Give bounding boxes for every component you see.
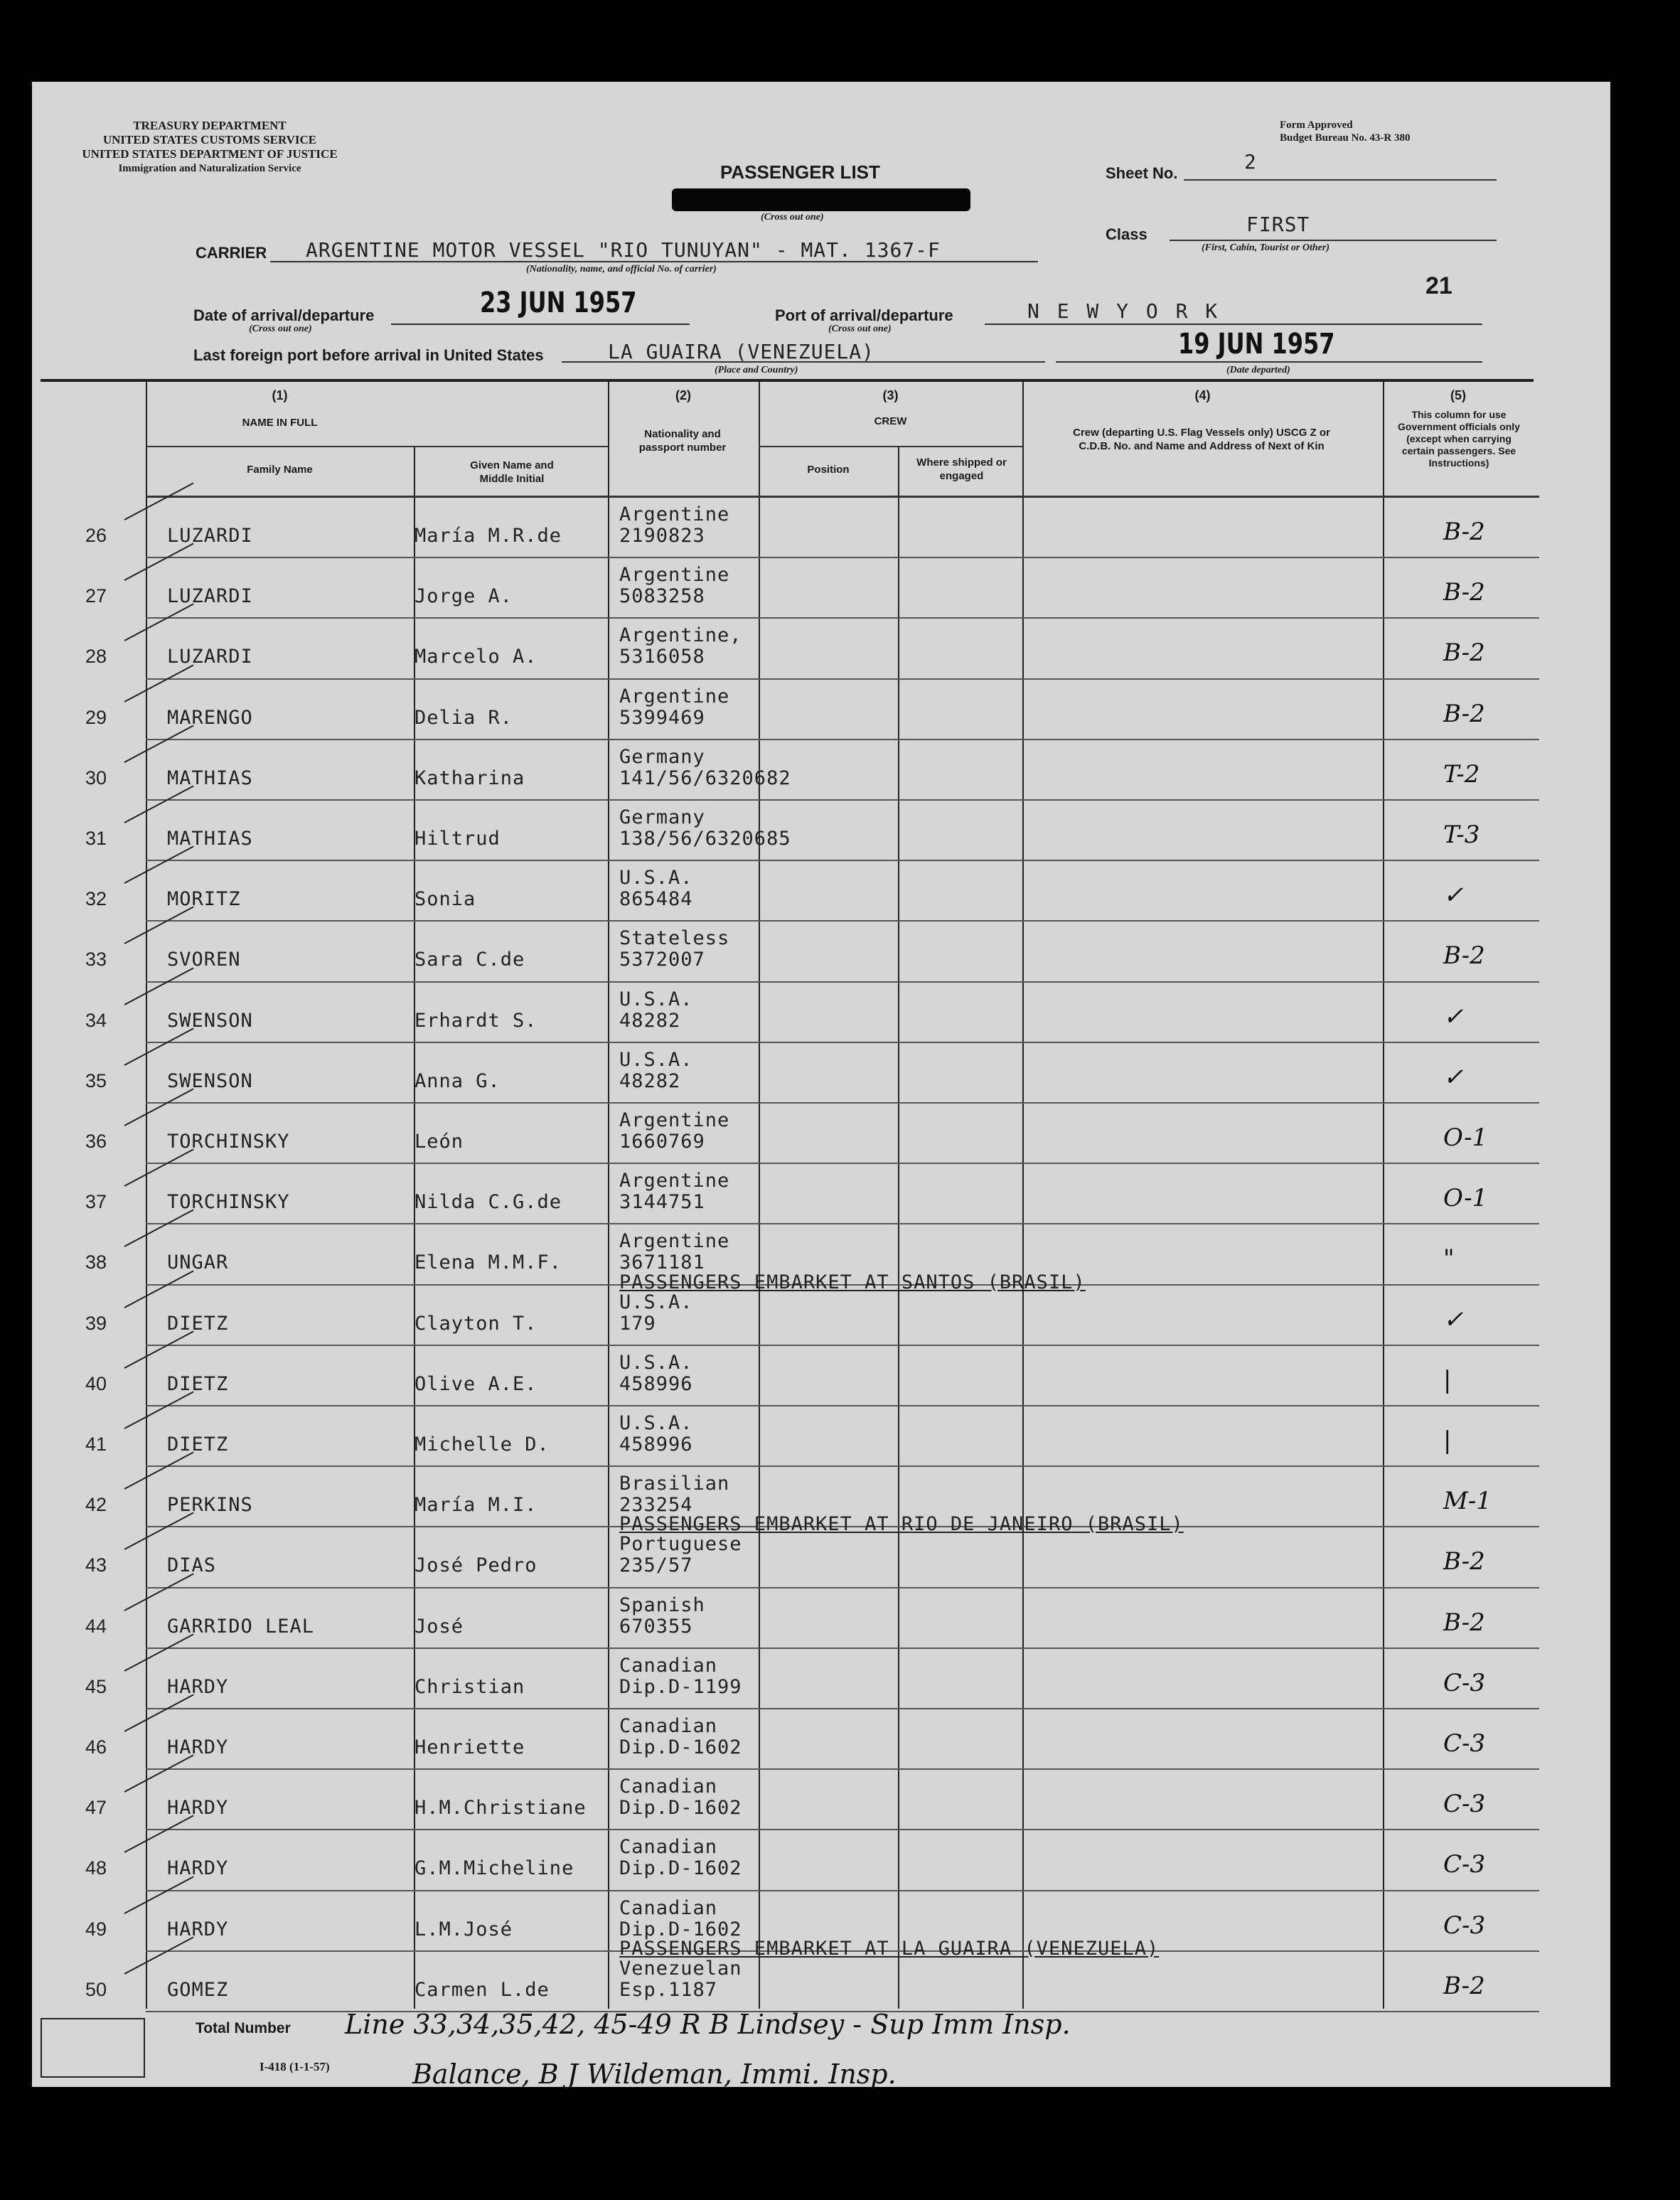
official-mark: B-2: [1443, 639, 1485, 668]
row-rule: [146, 1648, 1539, 1649]
date-label: Date of arrival/departure: [193, 306, 375, 324]
passport-number: 865484: [619, 888, 693, 911]
official-mark: B-2: [1443, 1547, 1485, 1576]
family-name: LUZARDI: [167, 646, 253, 668]
nationality: Argentine: [619, 685, 730, 707]
official-mark: B-2: [1443, 578, 1485, 607]
col-divider-crew: [759, 380, 760, 2009]
given-name: G.M.Micheline: [414, 1857, 574, 1880]
document-page: [32, 82, 1610, 2090]
given-name: Nilda C.G.de: [414, 1191, 562, 1214]
col2-number: (2): [675, 388, 691, 402]
check-slash-mark: [124, 967, 194, 1005]
family-name: MARENGO: [167, 706, 253, 729]
subhead-rule-name: [146, 446, 608, 447]
nationality: Spanish: [619, 1593, 705, 1616]
official-mark: O-1: [1443, 1184, 1488, 1213]
nationality: Argentine: [619, 564, 730, 587]
given-name: Carmen L.de: [414, 1978, 550, 2001]
check-slash-mark: [124, 1027, 194, 1065]
agency-line: UNITED STATES DEPARTMENT OF JUSTICE: [82, 147, 338, 161]
passport-number: 179: [619, 1312, 656, 1335]
family-name: MATHIAS: [167, 828, 253, 850]
nationality: Germany: [619, 806, 705, 828]
passport-number: 138/56/6320685: [619, 828, 791, 850]
passport-number: 670355: [619, 1615, 693, 1638]
col-divider-shipped: [898, 446, 899, 2009]
nationality: U.S.A.: [619, 867, 693, 890]
given-name: Delia R.: [414, 706, 513, 729]
family-name: HARDY: [167, 1736, 229, 1758]
crew-header: CREW: [874, 415, 907, 427]
row-rule: [146, 799, 1539, 801]
official-use-header: This column for use Government officials only (except when carrying certain passengers. See Instructions): [1398, 409, 1520, 469]
row-rule: [146, 557, 1539, 558]
family-name: SWENSON: [167, 1009, 253, 1032]
row-number: 36: [85, 1131, 107, 1152]
passport-number: 235/57: [619, 1554, 693, 1577]
row-rule: [146, 981, 1539, 983]
page-title: PASSENGER LIST: [720, 161, 880, 183]
class-label: Class: [1106, 225, 1147, 243]
given-name: León: [414, 1131, 464, 1153]
official-mark: B-2: [1443, 699, 1485, 728]
row-number: 43: [85, 1554, 107, 1576]
family-name: DIAS: [167, 1554, 217, 1577]
family-name: HARDY: [167, 1918, 229, 1940]
nationality: Canadian: [619, 1654, 718, 1677]
given-name-header: Given Name and Middle Initial: [470, 459, 554, 485]
budget-bureau-line: Budget Bureau No. 43-R 380: [1280, 132, 1411, 144]
family-name: GOMEZ: [167, 1978, 229, 2001]
shipped-header: Where shipped or engaged: [916, 456, 1007, 482]
passport-number: 5316058: [619, 646, 705, 668]
nationality: Canadian: [619, 1896, 718, 1919]
check-slash-mark: [124, 1512, 194, 1550]
row-number: 31: [85, 828, 107, 849]
passport-number: Dip.D-1602: [619, 1736, 742, 1758]
row-number: 28: [85, 646, 107, 668]
nationality: Argentine: [619, 1170, 730, 1192]
official-mark: B-2: [1443, 941, 1485, 971]
col5-number: (5): [1450, 388, 1466, 402]
row-rule: [146, 1768, 1539, 1770]
row-number: 50: [85, 1978, 107, 2000]
redaction-bar: [672, 188, 970, 211]
passport-number: Dip.D-1602: [619, 1857, 742, 1880]
row-number: 38: [85, 1251, 107, 1273]
nationality: U.S.A.: [619, 1412, 693, 1434]
passport-number: 48282: [619, 1069, 681, 1092]
official-mark: ": [1443, 1244, 1455, 1273]
subhead-rule-crew: [759, 446, 1022, 447]
given-name: Olive A.E.: [414, 1372, 537, 1395]
check-slash-mark: [124, 1876, 194, 1913]
given-name: Hiltrud: [414, 828, 501, 850]
row-rule: [146, 1587, 1539, 1588]
check-slash-mark: [124, 725, 194, 762]
family-name: DIETZ: [167, 1433, 229, 1456]
embark-note: PASSENGERS EMBARKET AT RIO DE JANEIRO (BRASIL): [619, 1513, 1184, 1536]
check-slash-mark: [124, 1149, 194, 1187]
embark-note: PASSENGERS EMBARKET AT LA GUAIRA (VENEZUELA): [619, 1937, 1160, 1960]
date-hint: (Cross out one): [249, 324, 312, 334]
passport-number: 5083258: [619, 585, 705, 608]
official-mark: C-3: [1443, 1790, 1486, 1819]
row-number: 47: [85, 1797, 107, 1819]
check-slash-mark: [124, 1633, 194, 1671]
family-name: HARDY: [167, 1797, 229, 1820]
check-slash-mark: [124, 664, 194, 702]
given-name: L.M.José: [414, 1918, 513, 1940]
passport-number: 2190823: [619, 525, 705, 547]
official-mark: M-1: [1443, 1487, 1492, 1516]
total-number-label: Total Number: [196, 2020, 291, 2036]
given-name: Sonia: [414, 888, 476, 911]
row-number: 41: [85, 1433, 107, 1455]
last-port-value: LA GUAIRA (VENEZUELA): [608, 340, 875, 363]
col-divider-given: [414, 446, 415, 2009]
passport-number: 5372007: [619, 949, 705, 971]
family-name: TORCHINSKY: [167, 1191, 290, 1214]
nationality: Stateless: [619, 927, 730, 950]
form-approved: [1280, 119, 1411, 144]
official-mark: B-2: [1443, 518, 1485, 546]
row-rule: [146, 1163, 1539, 1164]
family-name: MATHIAS: [167, 767, 253, 789]
passport-number: Esp.1187: [619, 1978, 718, 2001]
sheet-value: 2: [1244, 150, 1257, 173]
official-mark: T-2: [1443, 759, 1480, 789]
official-mark: ✓: [1443, 1305, 1464, 1334]
family-name: DIETZ: [167, 1372, 229, 1395]
check-slash-mark: [124, 1694, 194, 1731]
position-header: Position: [807, 464, 850, 476]
official-mark: C-3: [1443, 1729, 1486, 1758]
nationality: Canadian: [619, 1776, 718, 1798]
given-name: Clayton T.: [414, 1312, 537, 1335]
form-number: I-418 (1-1-57): [260, 2060, 330, 2073]
sheet-underline: [1184, 179, 1497, 181]
passport-number: 1660769: [619, 1131, 705, 1153]
row-rule: [146, 860, 1539, 861]
check-slash-mark: [124, 1452, 194, 1490]
row-number: 37: [85, 1191, 107, 1213]
official-mark: T-3: [1443, 821, 1480, 849]
nationality: Canadian: [619, 1715, 718, 1737]
row-number: 42: [85, 1494, 107, 1516]
family-name: HARDY: [167, 1675, 229, 1698]
check-slash-mark: [124, 604, 194, 641]
nationality: U.S.A.: [619, 1291, 693, 1313]
col-divider-nationality: [608, 380, 609, 2009]
official-mark: |: [1443, 1426, 1452, 1455]
row-number: 40: [85, 1372, 107, 1394]
check-slash-mark: [124, 1391, 194, 1429]
row-rule: [146, 1829, 1539, 1830]
class-underline: [1170, 240, 1497, 241]
check-slash-mark: [124, 1573, 194, 1611]
check-slash-mark: [124, 1088, 194, 1126]
port-hint: (Cross out one): [828, 324, 892, 334]
inspector-note-line-2: Balance, B J Wildeman, Immi. Insp.: [412, 2059, 897, 2090]
row-number: 48: [85, 1857, 107, 1879]
agency-line: Immigration and Naturalization Service: [118, 163, 301, 174]
inspector-note-line-1: Line 33,34,35,42, 45-49 R B Lindsey - Sup Imm Insp.: [345, 2009, 1071, 2040]
port-underline: [985, 324, 1482, 325]
date-underline: [391, 324, 690, 325]
passport-number: 3144751: [619, 1191, 705, 1214]
nationality: U.S.A.: [619, 1351, 693, 1374]
passport-number: 458996: [619, 1372, 693, 1395]
table-top-rule: [41, 379, 1534, 382]
row-rule: [146, 920, 1539, 922]
passport-number: 48282: [619, 1009, 681, 1032]
official-mark: ✓: [1443, 1062, 1464, 1091]
passport-number: 3671181: [619, 1251, 705, 1274]
row-rule: [146, 1223, 1539, 1224]
given-name: Sara C.de: [414, 949, 525, 971]
official-mark: ✓: [1443, 1002, 1464, 1031]
table-left-border: [146, 380, 147, 2009]
passport-number: Dip.D-1602: [619, 1918, 742, 1940]
row-number: 29: [85, 706, 107, 728]
nationality: Canadian: [619, 1836, 718, 1859]
row-number: 33: [85, 949, 107, 971]
embark-note: PASSENGERS EMBARKET AT SANTOS (BRASIL): [619, 1271, 1086, 1293]
kin-header: Crew (departing U.S. Flag Vessels only) USCG Z or C.D.B. No. and Name and Address of Next of Kin: [1073, 427, 1330, 452]
official-mark: |: [1443, 1365, 1452, 1394]
official-mark: O-1: [1443, 1123, 1488, 1152]
agency-line: UNITED STATES CUSTOMS SERVICE: [102, 133, 317, 146]
nationality: Portuguese: [619, 1533, 742, 1556]
family-name: LUZARDI: [167, 525, 253, 547]
class-value: FIRST: [1246, 213, 1310, 236]
port-label: Port of arrival/departure: [775, 306, 953, 324]
family-name: TORCHINSKY: [167, 1131, 290, 1153]
nationality: Brasilian: [619, 1473, 730, 1495]
col3-number: (3): [882, 388, 899, 402]
nationality: Germany: [619, 745, 705, 768]
check-slash-mark: [124, 1815, 194, 1853]
passport-number: Dip.D-1602: [619, 1797, 742, 1820]
row-number: 45: [85, 1675, 107, 1697]
header-bottom-rule: [146, 496, 1539, 498]
check-slash-mark: [124, 543, 194, 581]
nationality: Argentine: [619, 1109, 730, 1131]
row-rule: [146, 1465, 1539, 1467]
family-name: PERKINS: [167, 1494, 253, 1517]
last-port-hint: (Place and Country): [715, 365, 798, 375]
given-name: Katharina: [414, 767, 525, 789]
given-name: Michelle D.: [414, 1433, 550, 1456]
official-mark: C-3: [1443, 1668, 1486, 1697]
given-name: Christian: [414, 1675, 525, 1698]
family-name: DIETZ: [167, 1312, 229, 1335]
port-value: N E W Y O R K: [1027, 299, 1221, 323]
row-number: 27: [85, 585, 107, 607]
check-slash-mark: [124, 1330, 194, 1368]
nationality: Venezuelan: [619, 1957, 742, 1980]
given-name: Erhardt S.: [414, 1009, 537, 1032]
given-name: María M.R.de: [414, 525, 562, 547]
official-mark: B-2: [1443, 1608, 1485, 1637]
given-name: José Pedro: [414, 1554, 537, 1577]
family-name: SVOREN: [167, 949, 241, 971]
given-name: Marcelo A.: [414, 646, 537, 668]
col1-number: (1): [272, 388, 288, 402]
departed-hint: (Date departed): [1226, 365, 1290, 375]
nationality: Argentine: [619, 503, 730, 525]
departed-date-stamp: 19 JUN 1957: [1178, 328, 1335, 361]
family-name: MORITZ: [167, 888, 241, 911]
col-divider-official: [1383, 380, 1384, 2009]
official-mark: C-3: [1443, 1850, 1486, 1879]
family-name: GARRIDO LEAL: [167, 1615, 315, 1638]
total-number-box: [41, 2018, 145, 2078]
passport-number: Dip.D-1199: [619, 1675, 742, 1698]
official-mark: B-2: [1443, 1971, 1485, 2000]
row-number: 46: [85, 1736, 107, 1758]
col-divider-kin: [1022, 380, 1024, 2009]
family-name: LUZARDI: [167, 585, 253, 608]
passport-number: 5399469: [619, 706, 705, 729]
given-name: Elena M.M.F.: [414, 1251, 562, 1274]
row-rule: [146, 739, 1539, 740]
official-mark: ✓: [1443, 881, 1464, 910]
last-port-label: Last foreign port before arrival in United States: [193, 346, 544, 364]
col1-title: NAME IN FULL: [242, 417, 318, 429]
class-hint: (First, Cabin, Tourist or Other): [1202, 242, 1329, 253]
nationality: U.S.A.: [619, 988, 693, 1010]
given-name: Jorge A.: [414, 585, 513, 608]
passport-number: 458996: [619, 1433, 693, 1456]
check-slash-mark: [124, 907, 194, 944]
row-number: 26: [85, 525, 107, 546]
given-name: Henriette: [414, 1736, 525, 1758]
row-number: 39: [85, 1312, 107, 1334]
row-rule: [146, 1405, 1539, 1406]
row-number: 30: [85, 767, 107, 789]
departed-underline: [1056, 361, 1482, 363]
check-slash-mark: [124, 1270, 194, 1308]
row-rule: [146, 1708, 1539, 1709]
row-number: 44: [85, 1615, 107, 1637]
given-name: H.M.Christiane: [414, 1797, 587, 1820]
given-name: José: [414, 1615, 464, 1638]
row-rule: [146, 1890, 1539, 1891]
row-rule: [146, 617, 1539, 619]
family-name: UNGAR: [167, 1251, 229, 1274]
form-approved-line: Form Approved: [1280, 119, 1353, 131]
nationality-header: Nationality and passport number: [638, 428, 727, 454]
row-rule: [146, 678, 1539, 680]
row-number: 35: [85, 1069, 107, 1091]
check-slash-mark: [124, 1210, 194, 1247]
agency-header: [82, 119, 338, 176]
row-rule: [146, 1345, 1539, 1346]
row-rule: [146, 1102, 1539, 1104]
family-name-header: Family Name: [247, 464, 313, 476]
check-slash-mark: [124, 1936, 194, 1974]
nationality: Argentine,: [619, 624, 742, 647]
check-slash-mark: [124, 846, 194, 884]
carrier-hint: (Nationality, name, and official No. of carrier): [526, 264, 717, 274]
family-name: HARDY: [167, 1857, 229, 1880]
row-number: 32: [85, 888, 107, 910]
agency-line: TREASURY DEPARTMENT: [133, 119, 287, 132]
row-number: 34: [85, 1009, 107, 1031]
check-slash-mark: [124, 1755, 194, 1793]
col4-number: (4): [1194, 388, 1211, 402]
cross-out-hint: (Cross out one): [761, 212, 824, 223]
nationality: U.S.A.: [619, 1048, 693, 1071]
carrier-label: CARRIER: [196, 244, 267, 262]
check-slash-mark: [124, 482, 194, 520]
passport-number: 141/56/6320682: [619, 767, 791, 789]
given-name: María M.I.: [414, 1494, 537, 1517]
row-number: 49: [85, 1918, 107, 1940]
passport-number: 233254: [619, 1494, 693, 1517]
given-name: Anna G.: [414, 1069, 501, 1092]
check-slash-mark: [124, 785, 194, 823]
official-mark: C-3: [1443, 1911, 1486, 1940]
nationality: Argentine: [619, 1230, 730, 1253]
arrival-date-stamp: 23 JUN 1957: [480, 287, 637, 319]
corner-number: 21: [1425, 272, 1452, 299]
row-rule: [146, 1042, 1539, 1043]
family-name: SWENSON: [167, 1069, 253, 1092]
sheet-label: Sheet No.: [1106, 164, 1178, 182]
carrier-value: ARGENTINE MOTOR VESSEL "RIO TUNUYAN" - MAT. 1367-F: [306, 238, 941, 262]
